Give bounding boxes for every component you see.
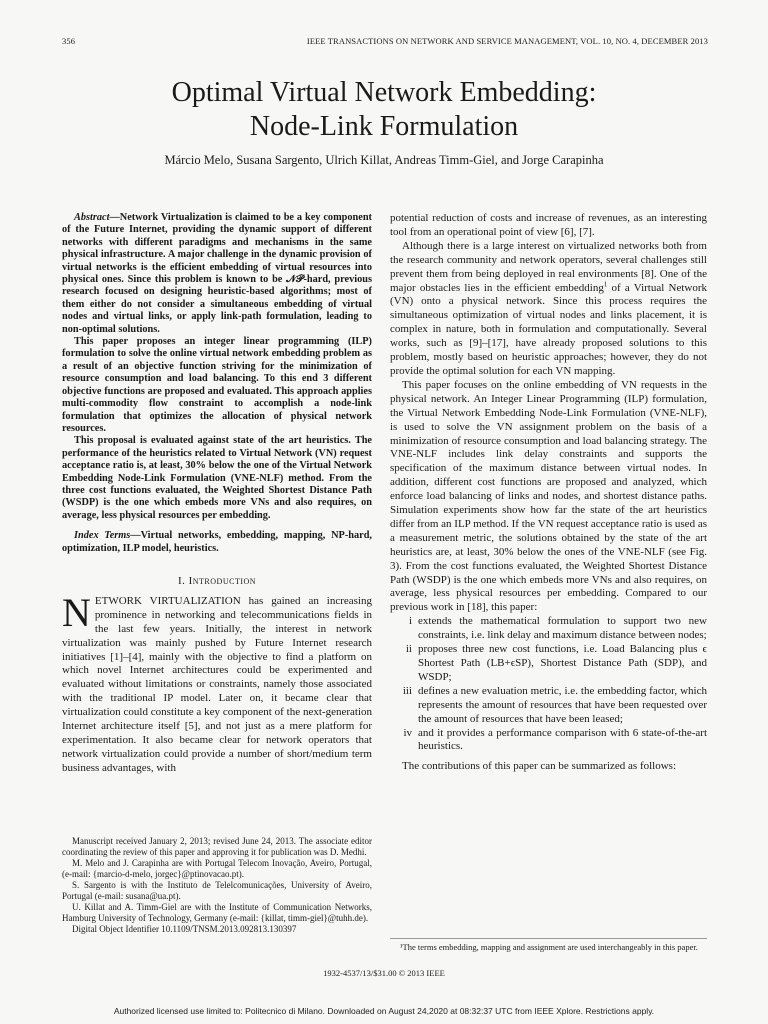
abstract-paragraph-2: This paper proposes an integer linear programming (ILP) formulation to solve the online virtual network embedding problem as a result of an objective function striving for the minimization of resource consumption and load balancing. To this end 3 different objective functions are proposed and evaluated. This approach applies multi-commodity flow constraint to accomplish a node-link formulation that optimizes the allocation of physical network resources. bbox=[62, 336, 372, 434]
right-footnote bbox=[390, 938, 707, 953]
abstract-lead: Abstract bbox=[74, 212, 110, 223]
intro-first-word: ETWORK VIRTUALIZATION bbox=[94, 594, 241, 607]
list-item-text: proposes three new cost functions, i.e. Load Balancing plus ϵ Shortest Path (LB+ϵSP), Shortest Distance Path (SDP), and WSDP; bbox=[418, 643, 707, 683]
footnote-affiliation-2: S. Sargento is with the Instituto de Telelcomunicações, University of Aveiro, Portugal (e-mail: susana@ua.pt). bbox=[62, 880, 372, 901]
list-item bbox=[390, 643, 707, 685]
index-terms-lead: Index Terms bbox=[74, 530, 131, 542]
abstract bbox=[62, 212, 372, 522]
page-number: 356 bbox=[62, 36, 76, 46]
right-column bbox=[390, 212, 707, 774]
right-paragraph-2a: Although there is a large interest on virtualized networks both from the research community and network operators, several challenges still prevent them from being deployed in real environments [8]. One of the major obstacles lies in the efficient embedding bbox=[390, 239, 707, 294]
list-item-number: iv bbox=[403, 726, 412, 739]
title-line-2: Node-Link Formulation bbox=[249, 111, 519, 142]
footnote-marker[interactable]: 1 bbox=[603, 279, 608, 288]
footnote-affiliation-3: U. Killat and A. Timm-Giel are with the Institute of Communication Networks, Hamburg University of Technology, Germany (e-mail: {killat, timm-giel}@tuhh.de). bbox=[62, 902, 372, 923]
left-footnotes bbox=[62, 836, 372, 935]
intro-paragraph bbox=[62, 589, 372, 776]
right-paragraph-2 bbox=[390, 240, 707, 379]
index-terms bbox=[62, 530, 372, 555]
list-item bbox=[390, 685, 707, 727]
list-item-text: extends the mathematical formulation to support two new constraints, i.e. link delay and maximum distance between nodes; bbox=[418, 615, 707, 642]
right-paragraph-1: potential reduction of costs and increase of revenues, as an interesting tool from an operational point of view [6], [7]. bbox=[390, 212, 707, 238]
list-item-number: ii bbox=[405, 643, 412, 656]
abstract-text-1: —Network Virtualization is claimed to be a key component of the Future Internet, providing the dynamic support of different networks with different paradigms and mechanisms in the same physical infrastructure. A major challenge in the dynamic provision of virtual networks is the efficient embedding of virtual resources into physical ones. Since this problem is known to be 𝒩𝒫-hard, previous research focused on designing heuristic-based algorithms; most of them either do not consider a simultaneous embedding of virtual nodes and virtual links, or apply link-path formulation, leading to non-optimal solutions. bbox=[62, 212, 372, 335]
footnote-manuscript: Manuscript received January 2, 2013; revised June 24, 2013. The associate editor coordinating the review of this paper and approving it for publication was D. Medhi. bbox=[62, 836, 372, 857]
paper-title bbox=[0, 76, 768, 144]
section-numeral: I. bbox=[177, 574, 186, 587]
list-item-text: defines a new evaluation metric, i.e. the embedding factor, which represents the amount of resources that have been requested over the amount of resources that have been leased; bbox=[418, 684, 707, 725]
author-list: Márcio Melo, Susana Sargento, Ulrich Killat, Andreas Timm-Giel, and Jorge Carapinha bbox=[164, 153, 604, 167]
footnote-terms: ¹The terms embedding, mapping and assignment are used interchangeably in this paper. bbox=[400, 942, 698, 952]
license-notice: Authorized licensed use limited to: Politecnico di Milano. Downloaded on August 24,2020 at 08:32:37 UTC from IEEE Xplore. Restrictions apply. bbox=[113, 1006, 655, 1016]
list-item-number: iii bbox=[402, 684, 412, 697]
abstract-paragraph-1 bbox=[62, 212, 372, 336]
right-paragraph-2b: of a Virtual Network (VN) onto a physical network. Since this process requires the simultaneous optimization of virtual nodes and links placement, it is complex in nature, both in formulation and computationally. Several works, such as [9]–[17], have already proposed solutions to this problem, mostly based on heuristic approaches; however, they do not provide the optimal solution for each VN mapping. bbox=[390, 281, 707, 377]
contribution-list bbox=[390, 615, 707, 754]
index-terms-text: —Virtual networks, embedding, mapping, NP-hard, optimization, ILP model, heuristics. bbox=[62, 530, 373, 554]
list-item-number: i bbox=[408, 615, 412, 628]
copyright-line: 1932-4537/13/$31.00 © 2013 IEEE bbox=[323, 968, 445, 978]
list-item bbox=[390, 615, 707, 643]
left-column bbox=[62, 212, 372, 776]
list-item-text: and it provides a performance comparison with 6 state-of-the-art heuristics. bbox=[418, 726, 707, 753]
section-heading-introduction bbox=[62, 575, 372, 589]
list-item bbox=[390, 727, 707, 755]
intro-text: has gained an increasing prominence in networking and telecommunications fields in the last few years. Initially, the interest in network virtualization was mainly pushed by Future Internet research initiatives [1]–[4], mainly with the objective to find a platform on which novel Internet architectures could be experimented and evaluated without limitations or constraints, namely those associated with the traditional IP model. Later on, it became clear that virtualization could constitute a key component of the next-generation Internet architecture itself [5], and not just as a mere platform for experimentation. It also became clear for network operators that network virtualization could provide a number of short/medium term business advantages, with bbox=[62, 594, 372, 774]
right-paragraph-3: This paper focuses on the online embedding of VN requests in the physical network. An Integer Linear Programming (ILP) formulation, the Virtual Network Embedding Node-Link Formulation (VNE-NLF), is used to solve the VN assignment problem on the basis of a minimization of resource consumption and load balancing strategy. The VNE-NLF includes link delay constraints and supports the specification of the maximum distance between virtual nodes. In addition, different cost functions are proposed and analyzed, which enforce load balancing of links and nodes, and shortest distance paths. Simulation experiments show how far the state of the art heuristics differ from an ILP method. If the VN request acceptance ratio is used as a measurement metric, the solutions obtained by the state of the art heuristics are, at least, 30% below the ones of the VNE-NLF (see Fig. 3). From the cost functions evaluated, the Weighted Shortest Distance Path (WSDP) is the one which embeds more VNs and also requires, on average, less physical resources per embedding. Compared to our previous work in [18], this paper: bbox=[390, 378, 707, 614]
right-paragraph-4: The contributions of this paper can be summarized as follows: bbox=[402, 760, 677, 773]
title-line-1: Optimal Virtual Network Embedding: bbox=[171, 77, 597, 108]
abstract-paragraph-3: This proposal is evaluated against state of the art heuristics. The performance of the heuristics related to Virtual Network (VN) request acceptance ratio is, at least, 30% below the one of the Virtual Network Embedding Node-Link Formulation (VNE-NLF) method. From the three cost functions evaluated, the Weighted Shortest Distance Path (WSDP) is the one which embeds more VNs and also requires, on average, less physical resources per embedding. bbox=[62, 435, 372, 521]
footnote-doi: Digital Object Identifier 10.1109/TNSM.2013.092813.130397 bbox=[72, 924, 297, 934]
drop-cap: N bbox=[62, 589, 91, 635]
section-title: Introduction bbox=[188, 574, 257, 587]
journal-header: IEEE TRANSACTIONS ON NETWORK AND SERVICE MANAGEMENT, VOL. 10, NO. 4, DECEMBER 2013 bbox=[306, 36, 708, 46]
footnote-affiliation-1: M. Melo and J. Carapinha are with Portugal Telecom Inovação, Aveiro, Portugal, (e-mail: {marcio-d-melo, jorgec}@ptinovacao.pt). bbox=[62, 858, 372, 879]
